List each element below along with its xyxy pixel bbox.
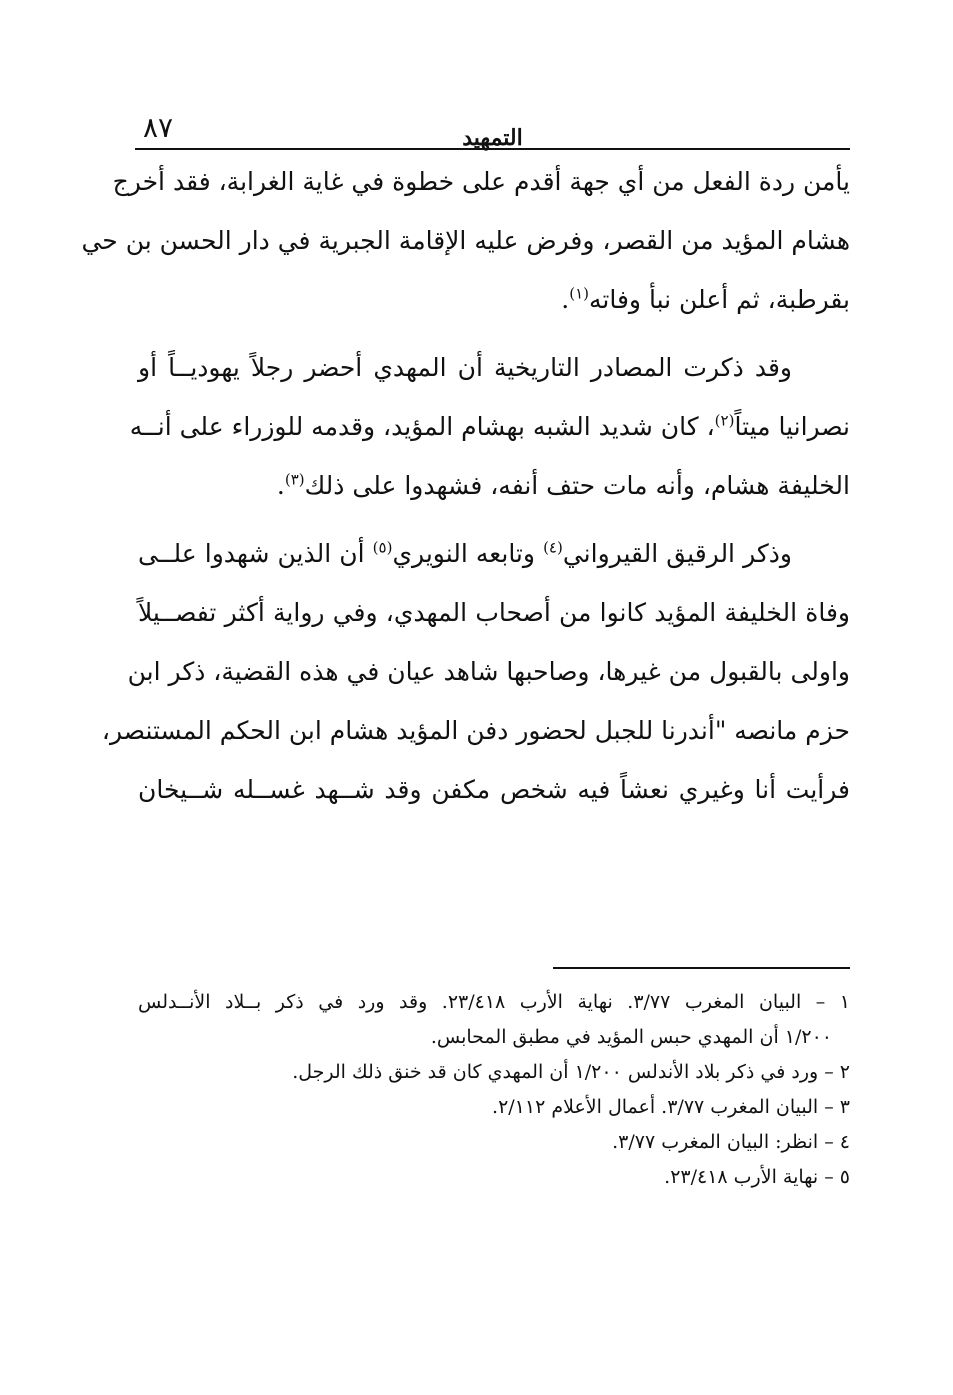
footnote-2: ٢ – ورد في ذكر بلاد الأندلس ١/٢٠٠ أن المهدي كان قد خنق ذلك الرجل. <box>292 1061 850 1083</box>
text-run: الخليفة هشام، وأنه مات حتف أنفه، فشهدوا على ذلك <box>304 471 850 500</box>
text-run: . <box>276 471 285 500</box>
text-line: وقد ذكرت المصادر التاريخية أن المهدي أحضر رجلاً يهوديــاً أو <box>138 353 792 382</box>
footnote-ref-4[interactable]: (٤) <box>543 538 563 557</box>
footnote-5: ٥ – نهاية الأرب ٢٣/٤١٨. <box>664 1166 850 1188</box>
footnote-1-continued: ١/٢٠٠ أن المهدي حبس المؤيد في مطبق المحابس. <box>430 1026 832 1048</box>
text-line <box>138 524 850 583</box>
footnote-ref-2[interactable]: (٢) <box>714 411 735 430</box>
text-line: حزم مانصه "أندرنا للجبل لحضور دفن المؤيد هشام ابن الحكم المستنصر، <box>101 716 850 745</box>
page-header <box>135 112 850 150</box>
footnotes <box>138 985 850 1195</box>
text-run: بقرطبة، ثم أعلن نبأ وفاته <box>589 285 850 314</box>
text-line: وفاة الخليفة المؤيد كانوا من أصحاب المهدي، وفي رواية أكثر تفصــيلاً <box>138 598 850 627</box>
footnote-ref-5[interactable]: (٥) <box>372 538 393 557</box>
footnote-separator <box>553 967 850 969</box>
text-line: فرأيت أنا وغيري نعشاً فيه شخص مكفن وقد شــهد غســله شــيخان <box>138 775 850 804</box>
text-line <box>129 397 850 456</box>
footnote-1: ١ – البيان المغرب ٣/٧٧. نهاية الأرب ٢٣/٤١٨. وقد ورد في ذكر بــلاد الأنــدلس <box>138 991 850 1013</box>
footnote-3: ٣ – البيان المغرب ٣/٧٧. أعمال الأعلام ٢/١١٢. <box>492 1096 850 1118</box>
text-line <box>138 270 850 329</box>
body-text <box>81 152 850 819</box>
running-title: التمهيد <box>462 125 523 151</box>
text-run: وتابعه النويري <box>392 539 544 568</box>
text-run: وذكر الرقيق القيرواني <box>562 539 793 568</box>
page-number: ٨٧ <box>143 111 174 144</box>
paragraph-1 <box>81 152 850 329</box>
text-line: واولى بالقبول من غيرها، وصاحبها شاهد عيان في هذه القضية، ذكر ابن <box>127 657 850 686</box>
paragraph-3 <box>101 524 850 819</box>
text-run: . <box>561 285 570 314</box>
footnote-ref-3[interactable]: (٣) <box>284 470 305 489</box>
text-line: يأمن ردة الفعل من أي جهة أقدم على خطوة في غاية الغرابة، فقد أخرج <box>112 167 850 196</box>
paragraph-2 <box>129 338 850 515</box>
text-run: ، كان شديد الشبه بهشام المؤيد، وقدمه للوزراء على أنــه <box>129 412 715 441</box>
text-line <box>138 456 850 515</box>
footnote-ref-1[interactable]: (١) <box>569 284 589 303</box>
text-line: هشام المؤيد من القصر، وفرض عليه الإقامة الجبرية في دار الحسن بن حي <box>81 226 850 255</box>
footnote-4: ٤ – انظر: البيان المغرب ٣/٧٧. <box>612 1131 850 1153</box>
text-run: أن الذين شهدوا علــى <box>138 539 373 568</box>
text-run: نصرانيا ميتاً <box>734 412 850 441</box>
